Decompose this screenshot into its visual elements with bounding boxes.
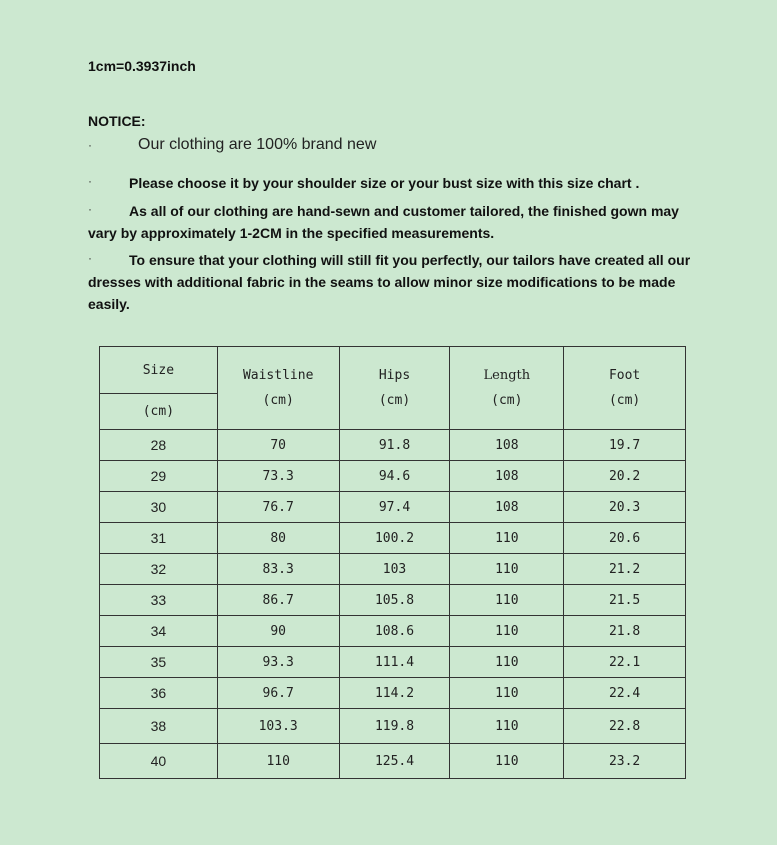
notice-line-hand-sewn: As all of our clothing are hand-sewn and customer tailored, the finished gown may vary by approximately 1-2CM in the specified measurements. (88, 203, 679, 241)
header-length-unit: (cm) (491, 393, 523, 408)
cell-waistline: 70 (217, 430, 339, 461)
cell-waistline: 103.3 (217, 709, 339, 744)
unit-conversion-note: 1cm=0.3937inch (88, 58, 196, 74)
table-row (100, 709, 686, 744)
cell-hips: 94.6 (339, 461, 450, 492)
table-row (100, 585, 686, 616)
table-row (100, 616, 686, 647)
cell-size: 40 (100, 744, 218, 779)
table-row (100, 647, 686, 678)
cell-size: 28 (100, 430, 218, 461)
bullet: · (88, 202, 92, 216)
bullet: · (88, 138, 92, 152)
cell-hips: 119.8 (339, 709, 450, 744)
cell-hips: 125.4 (339, 744, 450, 779)
cell-hips: 100.2 (339, 523, 450, 554)
cell-waistline: 93.3 (217, 647, 339, 678)
size-chart-table (99, 346, 686, 779)
cell-hips: 97.4 (339, 492, 450, 523)
header-foot (564, 347, 686, 430)
cell-size: 29 (100, 461, 218, 492)
cell-waistline: 80 (217, 523, 339, 554)
cell-foot: 19.7 (564, 430, 686, 461)
notice-line-choose-size: Please choose it by your shoulder size or your bust size with this size chart . (129, 175, 640, 191)
table-row (100, 430, 686, 461)
header-size: Size (100, 347, 218, 394)
cell-length: 110 (450, 616, 564, 647)
cell-size: 38 (100, 709, 218, 744)
cell-size: 35 (100, 647, 218, 678)
cell-waistline: 73.3 (217, 461, 339, 492)
table-row (100, 461, 686, 492)
cell-size: 34 (100, 616, 218, 647)
header-length (450, 347, 564, 430)
header-size-unit: (cm) (100, 394, 218, 430)
cell-length: 110 (450, 523, 564, 554)
header-hips (339, 347, 450, 430)
cell-foot: 21.8 (564, 616, 686, 647)
header-length-label: Length (483, 368, 531, 383)
header-waistline-label: Waistline (242, 368, 314, 383)
cell-foot: 22.4 (564, 678, 686, 709)
cell-length: 110 (450, 678, 564, 709)
cell-foot: 20.3 (564, 492, 686, 523)
notice-title: NOTICE: (88, 113, 146, 129)
cell-hips: 105.8 (339, 585, 450, 616)
cell-foot: 22.8 (564, 709, 686, 744)
cell-length: 110 (450, 744, 564, 779)
cell-waistline: 96.7 (217, 678, 339, 709)
cell-waistline: 83.3 (217, 554, 339, 585)
table-row (100, 678, 686, 709)
cell-length: 110 (450, 554, 564, 585)
header-foot-unit: (cm) (608, 393, 641, 408)
cell-foot: 21.5 (564, 585, 686, 616)
cell-foot: 20.6 (564, 523, 686, 554)
table-row (100, 492, 686, 523)
bullet: · (88, 174, 92, 188)
cell-size: 30 (100, 492, 218, 523)
notice-line-tailors: To ensure that your clothing will still fit you perfectly, our tailors have created all our dresses with additional fabric in the seams to allow minor size modifications to be made easily. (88, 252, 691, 312)
table-row (100, 744, 686, 779)
header-hips-label: Hips (378, 368, 411, 383)
cell-length: 108 (450, 461, 564, 492)
table-row (100, 554, 686, 585)
cell-length: 110 (450, 647, 564, 678)
cell-length: 110 (450, 585, 564, 616)
cell-foot: 21.2 (564, 554, 686, 585)
header-foot-label: Foot (608, 368, 641, 383)
cell-waistline: 76.7 (217, 492, 339, 523)
cell-size: 36 (100, 678, 218, 709)
cell-length: 108 (450, 430, 564, 461)
size-chart-body (100, 430, 686, 779)
cell-foot: 20.2 (564, 461, 686, 492)
cell-length: 110 (450, 709, 564, 744)
cell-foot: 23.2 (564, 744, 686, 779)
header-waistline (217, 347, 339, 430)
cell-size: 32 (100, 554, 218, 585)
cell-waistline: 110 (217, 744, 339, 779)
cell-foot: 22.1 (564, 647, 686, 678)
cell-size: 33 (100, 585, 218, 616)
table-row (100, 523, 686, 554)
header-waistline-unit: (cm) (262, 393, 294, 408)
cell-hips: 91.8 (339, 430, 450, 461)
cell-length: 108 (450, 492, 564, 523)
bullet: · (88, 251, 92, 265)
cell-hips: 103 (339, 554, 450, 585)
cell-size: 31 (100, 523, 218, 554)
cell-hips: 111.4 (339, 647, 450, 678)
cell-hips: 108.6 (339, 616, 450, 647)
header-hips-unit: (cm) (378, 393, 411, 408)
cell-hips: 114.2 (339, 678, 450, 709)
cell-waistline: 90 (217, 616, 339, 647)
notice-line-brand-new: Our clothing are 100% brand new (138, 136, 377, 153)
cell-waistline: 86.7 (217, 585, 339, 616)
